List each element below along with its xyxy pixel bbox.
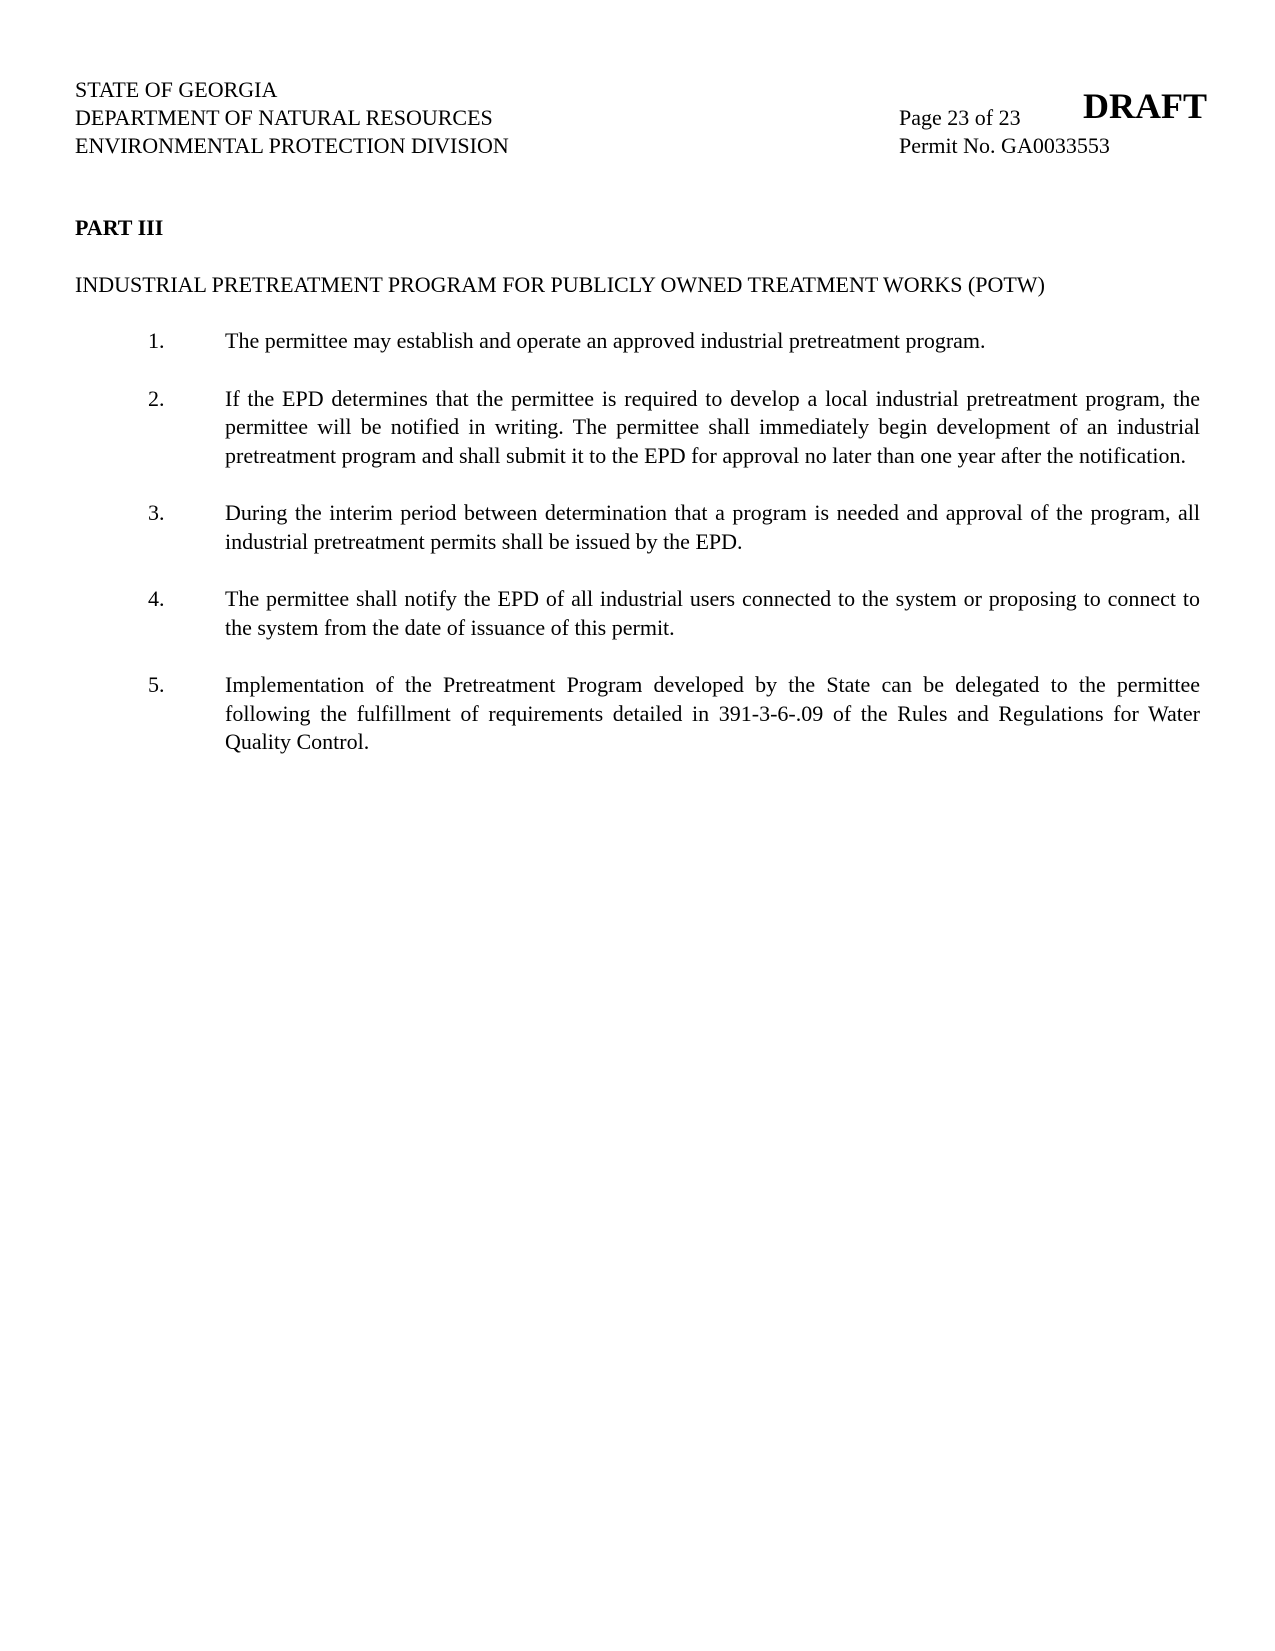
numbered-list [75,327,1200,786]
header-department: DEPARTMENT OF NATURAL RESOURCES [75,105,493,130]
list-item-number: 2. [148,385,165,411]
list-item [75,385,1200,471]
list-item-text: Implementation of the Pretreatment Program developed by the State can be delegated to the permittee following the fulfillment of requirements detailed in 391-3-6-.09 of the Rules and Regulations for Water Quality Control. [225,672,1200,754]
list-item-text: If the EPD determines that the permittee is required to develop a local industrial pretreatment program, the permittee will be notified in writing. The permittee shall immediately begin development of an industrial pretreatment program and shall submit it to the EPD for approval no later than one year after the notification. [225,385,1200,468]
list-item-text: The permittee shall notify the EPD of all industrial users connected to the system or proposing to connect to the system from the date of issuance of this permit. [225,586,1200,640]
header-state: STATE OF GEORGIA [75,77,278,102]
list-item [75,499,1200,556]
list-item-text: During the interim period between determination that a program is needed and approval of the program, all industrial pretreatment permits shall be issued by the EPD. [225,500,1200,554]
header-division: ENVIRONMENTAL PROTECTION DIVISION [75,133,509,158]
header-agency-block [75,76,509,160]
list-item [75,671,1200,757]
page-number: Page 23 of 23 [899,105,1021,130]
list-item-number: 5. [148,672,165,697]
list-item-number: 3. [148,500,165,525]
list-item-text: The permittee may establish and operate an approved industrial pretreatment program. [225,328,986,353]
section-title: INDUSTRIAL PRETREATMENT PROGRAM FOR PUBLICLY OWNED TREATMENT WORKS (POTW) [75,272,1045,297]
part-title: PART III [75,215,164,240]
list-item-number: 1. [148,328,165,353]
draft-stamp: DRAFT [1083,86,1207,126]
list-item [75,585,1200,642]
header-page-info [899,104,1110,160]
permit-number: Permit No. GA0033553 [899,133,1110,158]
list-item [75,327,1200,356]
list-item-number: 4. [148,586,165,611]
